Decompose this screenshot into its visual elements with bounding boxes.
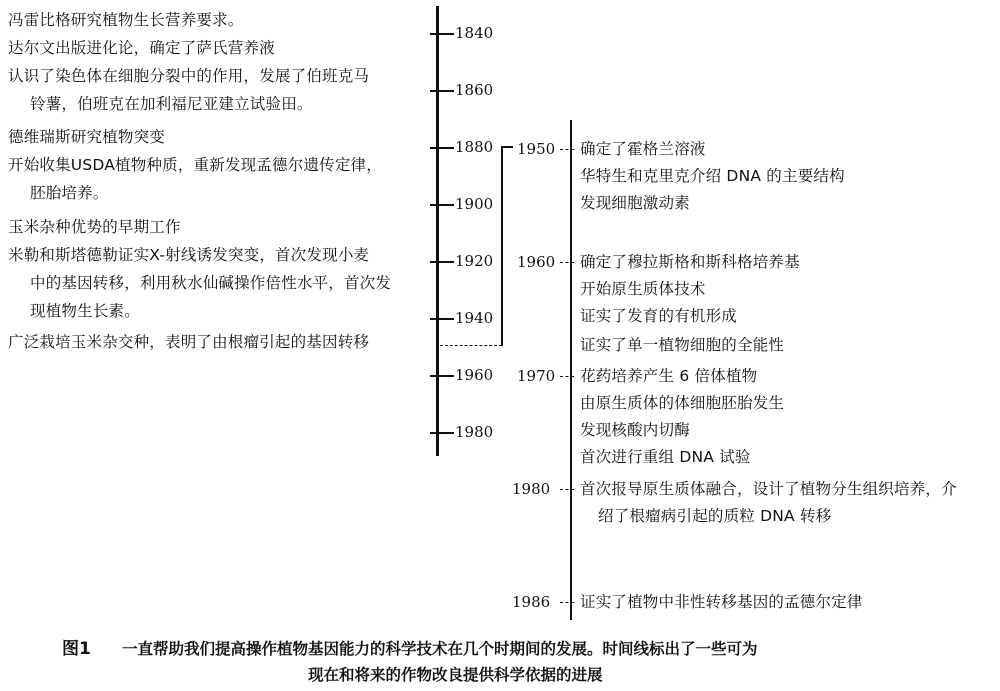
right-tick-1950 xyxy=(560,149,574,150)
caption-line-1: 一直帮助我们提高操作植物基因能力的科学技术在几个时期间的发展。时间线标出了一些可为 xyxy=(122,640,758,658)
left-event: 德维瑞斯研究植物突变 xyxy=(8,128,166,146)
connector-vertical xyxy=(501,146,503,346)
right-event: 华特生和克里克介绍 DNA 的主要结构 xyxy=(580,167,845,185)
right-tick-1986 xyxy=(560,602,574,603)
right-event: 由原生质体的体细胞胚胎发生 xyxy=(580,394,785,412)
left-tick-1920 xyxy=(430,261,454,263)
connector-bottom-dashed xyxy=(440,345,502,346)
right-event: 证实了植物中非性转移基因的孟德尔定律 xyxy=(580,593,863,611)
left-event: 胚胎培养。 xyxy=(30,184,109,202)
left-event: 开始收集USDA植物种质，重新发现孟德尔遗传定律， xyxy=(8,156,382,174)
left-year-label: 1980 xyxy=(455,423,494,441)
right-event: 确定了霍格兰溶液 xyxy=(580,140,706,158)
left-event: 冯雷比格研究植物生长营养要求。 xyxy=(8,11,244,29)
left-timeline-axis xyxy=(436,6,439,456)
right-event: 绍了根瘤病引起的质粒 DNA 转移 xyxy=(598,507,832,525)
connector-top xyxy=(501,146,513,148)
right-event: 证实了单一植物细胞的全能性 xyxy=(580,336,785,354)
left-year-label: 1840 xyxy=(455,24,494,42)
right-tick-1960 xyxy=(560,262,574,263)
right-event: 确定了穆拉斯格和斯科格培养基 xyxy=(580,253,800,271)
left-event: 米勒和斯塔德勒证实X-射线诱发突变，首次发现小麦 xyxy=(8,246,370,264)
right-event: 发现核酸内切酶 xyxy=(580,421,690,439)
right-timeline-axis xyxy=(570,120,572,620)
left-event: 认识了染色体在细胞分裂中的作用，发展了伯班克马 xyxy=(8,67,370,85)
right-tick-1980 xyxy=(560,489,574,490)
right-tick-1970 xyxy=(560,376,574,377)
left-year-label: 1900 xyxy=(455,195,494,213)
left-tick-1960 xyxy=(430,375,454,377)
left-tick-1860 xyxy=(430,90,454,92)
right-year-label: 1950 xyxy=(517,140,556,158)
caption-figure-label: 图1 xyxy=(62,639,91,659)
left-tick-1940 xyxy=(430,318,454,320)
left-event: 达尔文出版进化论，确定了萨氏营养液 xyxy=(8,39,275,57)
right-year-label: 1980 xyxy=(512,480,551,498)
left-year-label: 1920 xyxy=(455,252,494,270)
left-tick-1900 xyxy=(430,204,454,206)
left-year-label: 1940 xyxy=(455,309,494,327)
left-event: 玉米杂种优势的早期工作 xyxy=(8,218,181,236)
left-year-label: 1880 xyxy=(455,138,494,156)
left-year-label: 1960 xyxy=(455,366,494,384)
left-tick-1840 xyxy=(430,33,454,35)
left-event: 现植物生长素。 xyxy=(30,302,140,320)
left-event: 铃薯，伯班克在加利福尼亚建立试验田。 xyxy=(30,95,313,113)
right-year-label: 1970 xyxy=(517,367,556,385)
right-event: 证实了发育的有机形成 xyxy=(580,307,738,325)
right-year-label: 1986 xyxy=(512,593,551,611)
left-tick-1980 xyxy=(430,432,454,434)
right-event: 开始原生质体技术 xyxy=(580,280,706,298)
left-tick-1880 xyxy=(430,147,454,149)
right-event: 首次进行重组 DNA 试验 xyxy=(580,448,751,466)
right-event: 花药培养产生 6 倍体植物 xyxy=(580,367,758,385)
right-year-label: 1960 xyxy=(517,253,556,271)
left-year-label: 1860 xyxy=(455,81,494,99)
left-event: 中的基因转移，利用秋水仙碱操作倍性水平，首次发 xyxy=(30,274,392,292)
right-event: 首次报导原生质体融合，设计了植物分生组织培养，介 xyxy=(580,480,957,498)
right-event: 发现细胞激动素 xyxy=(580,194,690,212)
left-event: 广泛栽培玉米杂交种，表明了由根瘤引起的基因转移 xyxy=(8,333,370,351)
caption-line-2: 现在和将来的作物改良提供科学依据的进展 xyxy=(308,666,603,684)
